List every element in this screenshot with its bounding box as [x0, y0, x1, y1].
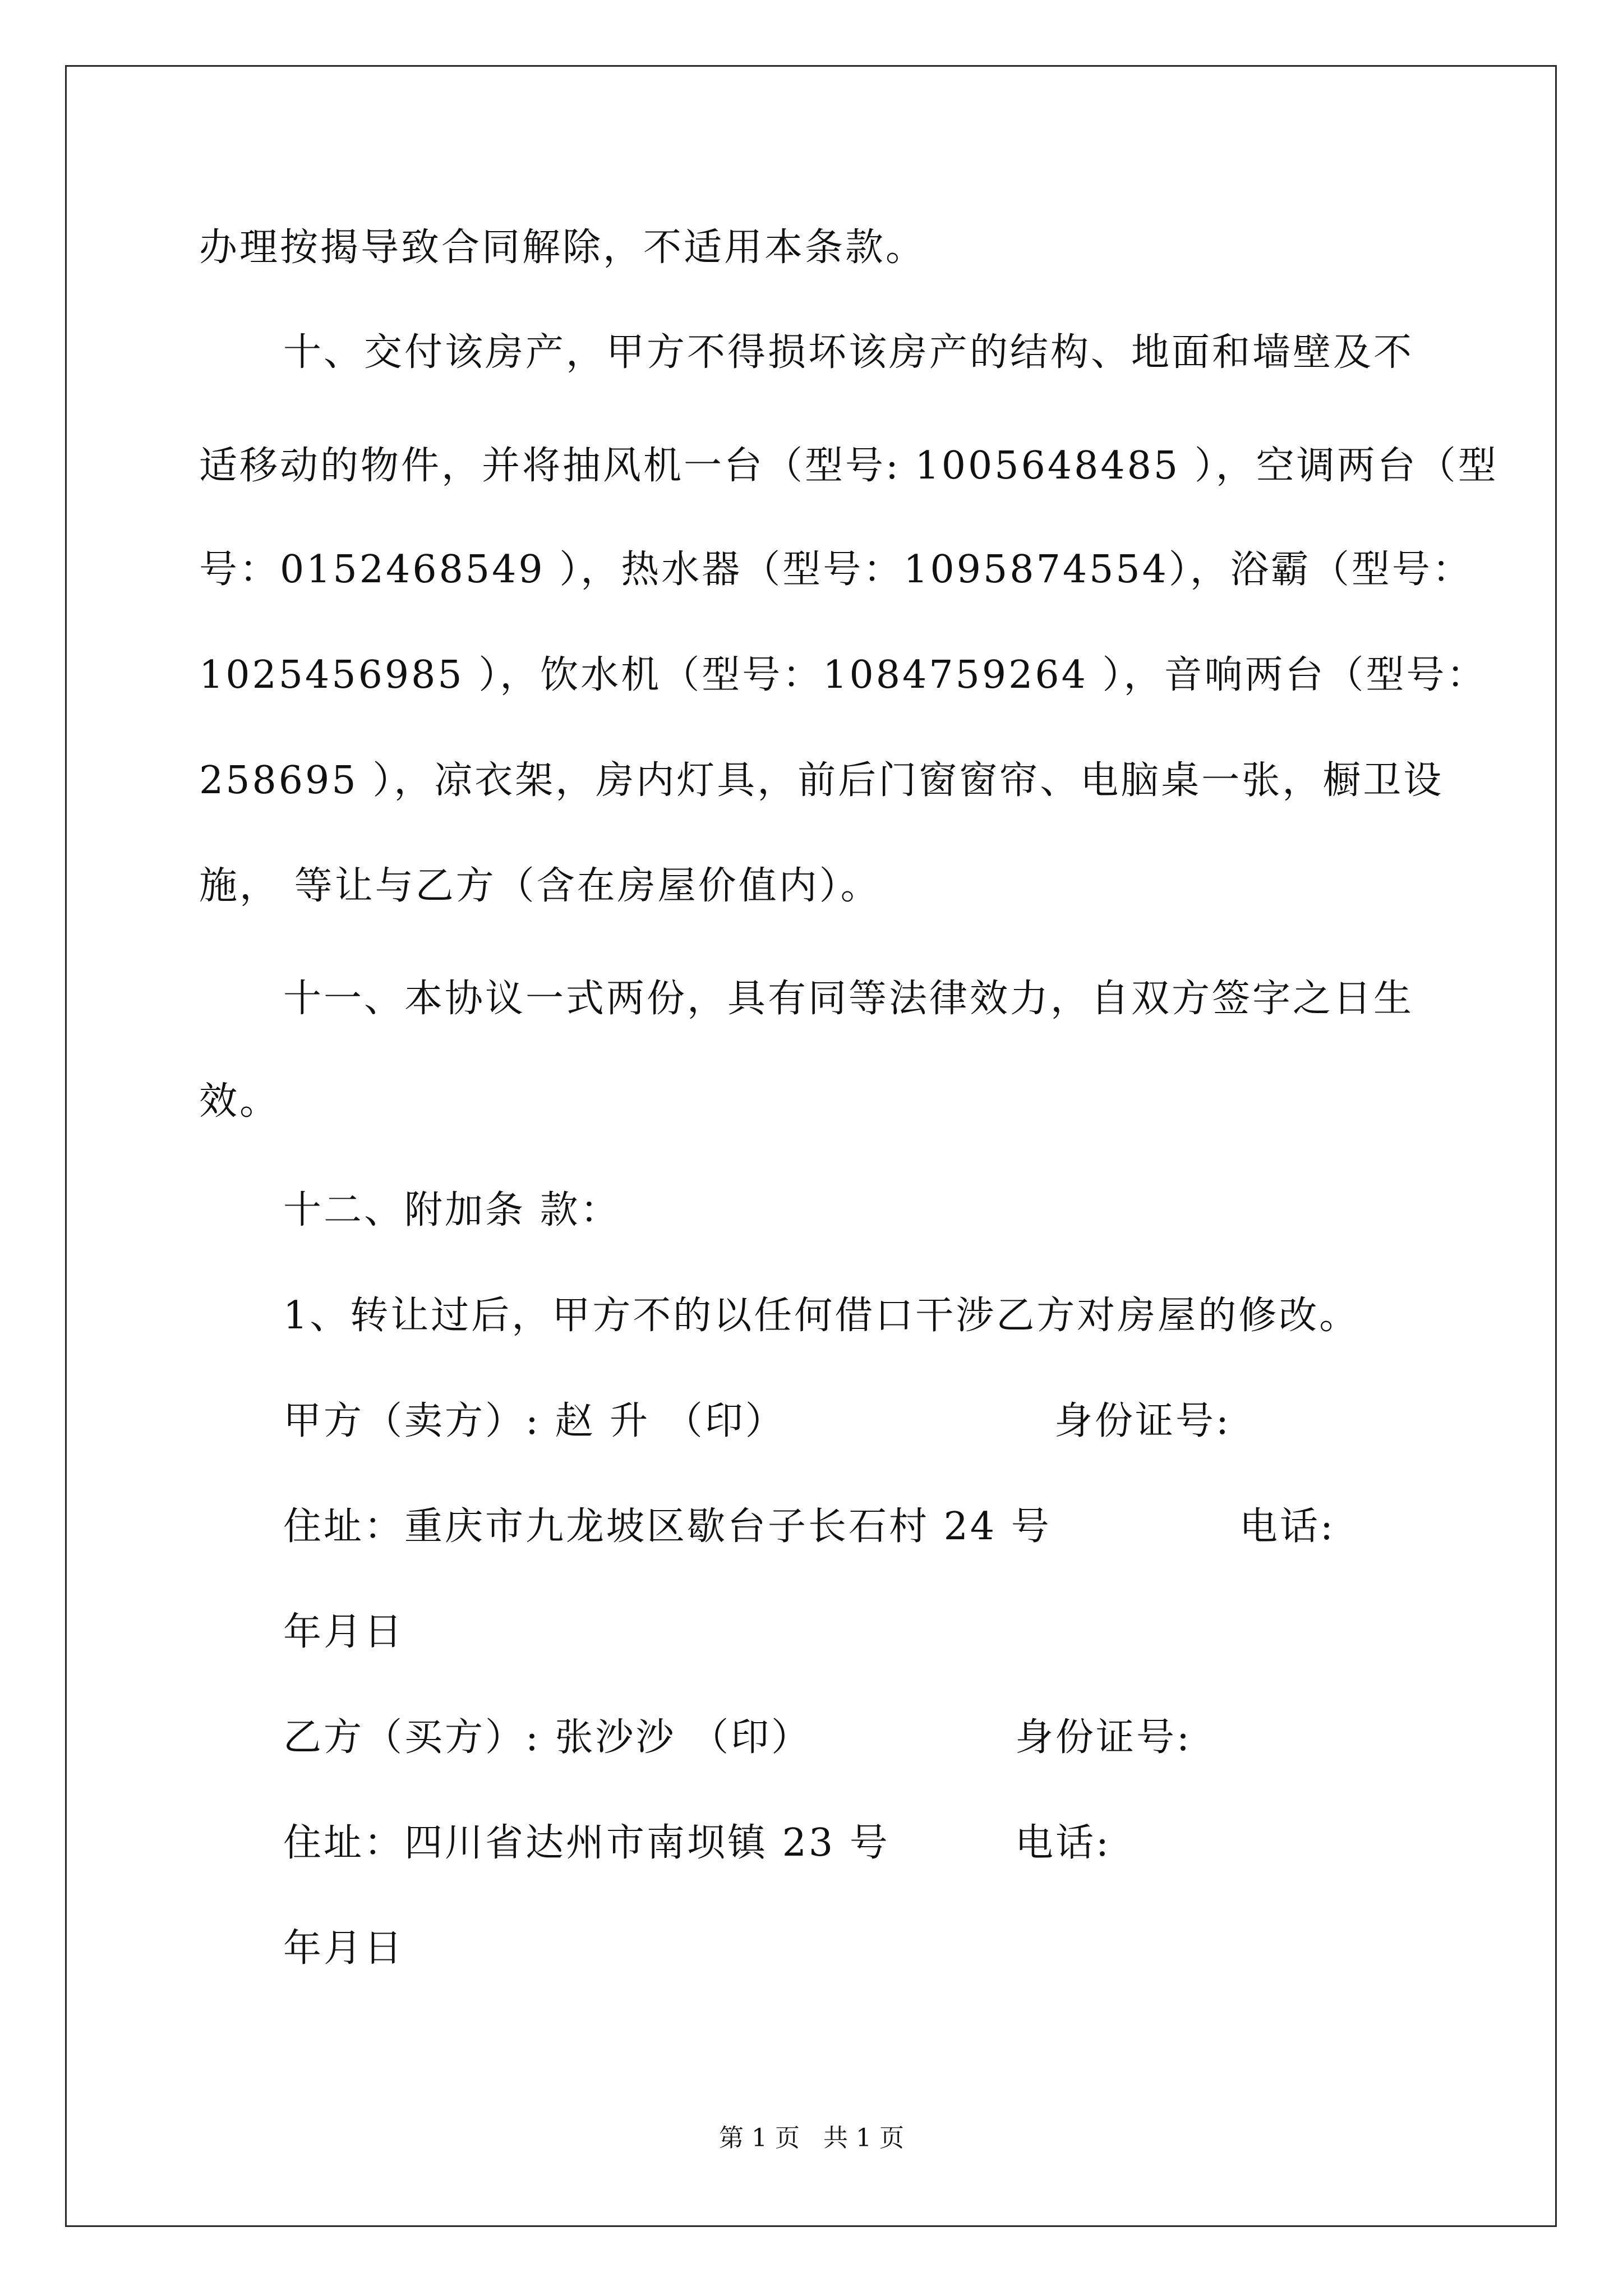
party-a-id-label: 身份证号: [1054, 1399, 1231, 1443]
document-line: 施， 等让与乙方（含在房屋价值内）。 [199, 864, 881, 908]
document-line: 效。 [199, 1079, 280, 1124]
party-b-date: 年月日 [283, 1926, 405, 1971]
party-b-phone-label: 电话: [1015, 1821, 1111, 1865]
party-b-id-label: 身份证号: [1015, 1715, 1192, 1760]
party-a-name: 甲方（卖方）: 赵 升 （印） [283, 1399, 786, 1443]
document-line: 258695 ），凉衣架，房内灯具，前后门窗窗帘、电脑桌一张，橱卫设 [199, 758, 1444, 803]
document-line: 十一、本协议一式两份，具有同等法律效力，自双方签字之日生 [283, 977, 1414, 1021]
page-border [65, 65, 1557, 2227]
party-b-address: 住址：四川省达州市南坝镇 23 号 [283, 1821, 890, 1865]
document-line: 十二、附加条 款： [283, 1188, 621, 1232]
party-a-address: 住址：重庆市九龙坡区歇台子长石村 24 号 [283, 1504, 1052, 1549]
document-line: 号：0152468549 ），热水器（型号：1095874554），浴霸（型号： [199, 547, 1473, 592]
party-a-date: 年月日 [283, 1610, 405, 1654]
document-line: 办理按揭导致合同解除，不适用本条款。 [199, 226, 926, 270]
document-line: 十、交付该房产，甲方不得损坏该房产的结构、地面和墙壁及不 [283, 330, 1414, 375]
page-number-footer: 第 1 页 共 1 页 [719, 2124, 904, 2152]
document-line: 1、转让过后，甲方不的以任何借口干涉乙方对房屋的修改。 [283, 1294, 1360, 1338]
document-line: 1025456985 ），饮水机（型号：1084759264 ），音响两台（型号： [199, 653, 1487, 697]
party-a-phone-label: 电话: [1239, 1504, 1335, 1549]
document-line: 适移动的物件，并将抽风机一台（型号: 1005648485 ），空调两台（型 [199, 444, 1498, 488]
party-b-name: 乙方（买方）: 张沙沙 （印） [283, 1715, 812, 1760]
